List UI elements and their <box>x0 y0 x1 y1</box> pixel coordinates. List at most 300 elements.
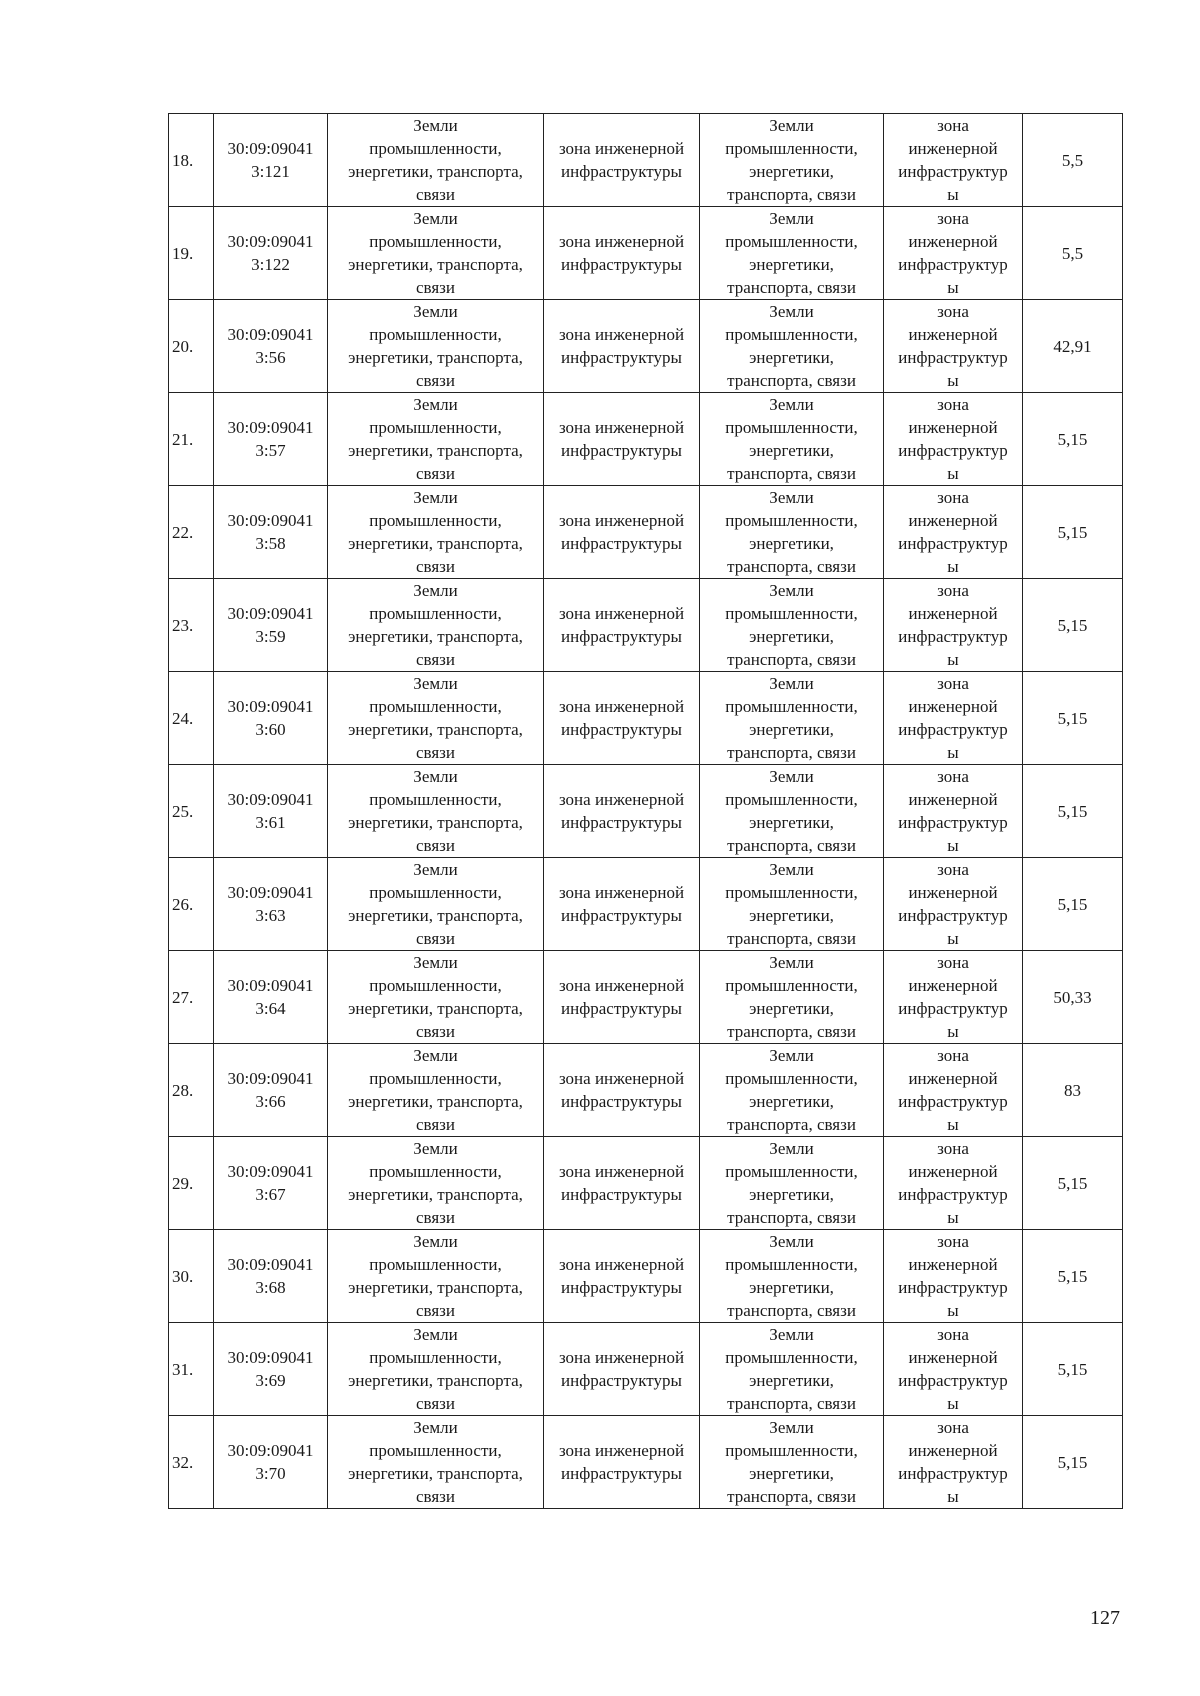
land-category-new-cell-line: транспорта, связи <box>727 557 856 576</box>
land-category-cell-line: Земли <box>413 302 458 321</box>
zone-cell <box>544 207 700 300</box>
land-category-new-cell-line: промышленности, <box>725 1348 858 1367</box>
zone-new-cell-line: инфраструктур <box>898 348 1008 367</box>
land-category-cell-line: связи <box>416 929 455 948</box>
cadastral-number-cell-line: 3:70 <box>255 1464 286 1483</box>
zone-cell-line: зона инженерной <box>558 1069 685 1088</box>
land-category-cell-line: промышленности, <box>369 1441 502 1460</box>
land-category-new-cell <box>700 300 884 393</box>
land-category-new-cell-line: транспорта, связи <box>727 371 856 390</box>
land-category-new-cell-line: Земли <box>769 860 814 879</box>
land-category-new-cell-line: промышленности, <box>725 883 858 902</box>
zone-new-cell <box>884 672 1023 765</box>
land-category-cell-line: связи <box>416 557 455 576</box>
land-category-cell <box>328 858 544 951</box>
zone-cell <box>544 1416 700 1509</box>
land-category-cell-line: связи <box>416 1208 455 1227</box>
zone-cell <box>544 672 700 765</box>
zone-new-cell-line: инженерной <box>908 697 998 716</box>
cadastral-number-cell-line: 30:09:09041 <box>227 1162 314 1181</box>
zone-new-cell-line: ы <box>947 1208 959 1227</box>
land-category-new-cell-line: Земли <box>769 488 814 507</box>
land-category-new-cell <box>700 486 884 579</box>
zone-new-cell <box>884 1230 1023 1323</box>
zone-cell-line: зона инженерной <box>558 790 685 809</box>
table-row <box>169 393 1123 486</box>
land-category-cell-line: промышленности, <box>369 1348 502 1367</box>
cadastral-number-cell <box>214 1416 328 1509</box>
zone-new-cell-line: инфраструктур <box>898 534 1008 553</box>
zone-new-cell-line: зона <box>937 1232 969 1251</box>
land-category-cell-line: связи <box>416 650 455 669</box>
land-category-cell-line: Земли <box>413 1139 458 1158</box>
cadastral-number-cell-line: 30:09:09041 <box>227 604 314 623</box>
zone-new-cell-line: зона <box>937 1418 969 1437</box>
zone-cell <box>544 858 700 951</box>
land-category-new-cell-line: энергетики, <box>749 534 834 553</box>
zone-cell-line: зона инженерной <box>558 1162 685 1181</box>
zone-new-cell-line: инфраструктур <box>898 1278 1008 1297</box>
zone-cell-line: инфраструктуры <box>561 1185 682 1204</box>
cadastral-number-cell <box>214 1044 328 1137</box>
land-category-cell-line: связи <box>416 185 455 204</box>
area-value-cell: 5,15 <box>1023 1323 1123 1416</box>
zone-new-cell-line: инженерной <box>908 511 998 530</box>
table-row <box>169 579 1123 672</box>
cadastral-number-cell-line: 3:57 <box>255 441 286 460</box>
land-category-new-cell-line: энергетики, <box>749 1371 834 1390</box>
land-category-cell <box>328 672 544 765</box>
land-category-new-cell-line: Земли <box>769 1232 814 1251</box>
zone-cell-line: инфраструктуры <box>561 1092 682 1111</box>
zone-new-cell-line: зона <box>937 1325 969 1344</box>
land-category-new-cell-line: промышленности, <box>725 511 858 530</box>
land-category-new-cell-line: энергетики, <box>749 441 834 460</box>
land-category-new-cell-line: промышленности, <box>725 976 858 995</box>
table-row <box>169 1137 1123 1230</box>
land-category-new-cell <box>700 765 884 858</box>
zone-cell-line: инфраструктуры <box>561 1371 682 1390</box>
land-category-new-cell-line: энергетики, <box>749 1278 834 1297</box>
land-category-new-cell-line: промышленности, <box>725 790 858 809</box>
land-category-cell-line: связи <box>416 1022 455 1041</box>
row-number-cell: 27. <box>169 951 214 1044</box>
land-category-cell-line: Земли <box>413 395 458 414</box>
land-category-cell-line: Земли <box>413 860 458 879</box>
land-category-cell-line: Земли <box>413 1325 458 1344</box>
zone-new-cell-line: ы <box>947 1394 959 1413</box>
land-category-cell-line: энергетики, транспорта, <box>348 1185 523 1204</box>
zone-new-cell-line: зона <box>937 302 969 321</box>
zone-new-cell-line: инженерной <box>908 232 998 251</box>
zone-new-cell-line: инженерной <box>908 1348 998 1367</box>
land-category-cell <box>328 579 544 672</box>
zone-new-cell-line: зона <box>937 209 969 228</box>
cadastral-number-cell-line: 3:63 <box>255 906 286 925</box>
zone-cell <box>544 114 700 207</box>
table-row <box>169 1044 1123 1137</box>
land-category-cell-line: энергетики, транспорта, <box>348 441 523 460</box>
area-value-cell: 42,91 <box>1023 300 1123 393</box>
zone-new-cell-line: инженерной <box>908 790 998 809</box>
zone-cell-line: инфраструктуры <box>561 162 682 181</box>
area-value-cell: 5,5 <box>1023 114 1123 207</box>
land-category-new-cell-line: энергетики, <box>749 348 834 367</box>
zone-new-cell-line: зона <box>937 674 969 693</box>
row-number-cell: 31. <box>169 1323 214 1416</box>
zone-new-cell-line: инженерной <box>908 1162 998 1181</box>
land-category-new-cell-line: промышленности, <box>725 325 858 344</box>
zone-new-cell-line: зона <box>937 953 969 972</box>
zone-cell-line: зона инженерной <box>558 883 685 902</box>
land-category-new-cell-line: транспорта, связи <box>727 650 856 669</box>
land-category-new-cell-line: Земли <box>769 953 814 972</box>
land-category-cell-line: энергетики, транспорта, <box>348 720 523 739</box>
cadastral-number-cell-line: 3:67 <box>255 1185 286 1204</box>
cadastral-number-cell <box>214 1230 328 1323</box>
land-category-new-cell-line: Земли <box>769 1325 814 1344</box>
land-category-cell-line: связи <box>416 1394 455 1413</box>
zone-new-cell-line: зона <box>937 1139 969 1158</box>
zone-cell-line: зона инженерной <box>558 232 685 251</box>
zone-cell-line: инфраструктуры <box>561 1464 682 1483</box>
zone-new-cell-line: инфраструктур <box>898 1092 1008 1111</box>
area-value-cell: 5,15 <box>1023 1230 1123 1323</box>
cadastral-number-cell <box>214 300 328 393</box>
zone-cell-line: инфраструктуры <box>561 534 682 553</box>
land-category-new-cell-line: энергетики, <box>749 1185 834 1204</box>
land-category-new-cell-line: энергетики, <box>749 1464 834 1483</box>
zone-new-cell-line: ы <box>947 929 959 948</box>
table-row <box>169 858 1123 951</box>
land-category-cell-line: Земли <box>413 674 458 693</box>
land-category-cell-line: Земли <box>413 581 458 600</box>
land-category-new-cell-line: энергетики, <box>749 627 834 646</box>
zone-new-cell-line: зона <box>937 488 969 507</box>
cadastral-number-cell-line: 3:61 <box>255 813 286 832</box>
zone-cell-line: зона инженерной <box>558 697 685 716</box>
zone-cell-line: инфраструктуры <box>561 348 682 367</box>
row-number-cell: 23. <box>169 579 214 672</box>
land-category-new-cell <box>700 207 884 300</box>
cadastral-number-cell-line: 30:09:09041 <box>227 511 314 530</box>
land-category-new-cell-line: промышленности, <box>725 1441 858 1460</box>
land-category-new-cell <box>700 672 884 765</box>
land-category-cell-line: энергетики, транспорта, <box>348 255 523 274</box>
cadastral-number-cell-line: 30:09:09041 <box>227 1441 314 1460</box>
zone-new-cell-line: инфраструктур <box>898 813 1008 832</box>
cadastral-number-cell <box>214 672 328 765</box>
cadastral-number-cell <box>214 765 328 858</box>
zone-cell <box>544 1044 700 1137</box>
land-category-new-cell-line: транспорта, связи <box>727 1487 856 1506</box>
land-category-new-cell <box>700 579 884 672</box>
zone-cell-line: зона инженерной <box>558 604 685 623</box>
land-category-new-cell-line: промышленности, <box>725 232 858 251</box>
cadastral-number-cell-line: 3:58 <box>255 534 286 553</box>
cadastral-number-cell-line: 3:56 <box>255 348 286 367</box>
zone-cell-line: инфраструктуры <box>561 255 682 274</box>
cadastral-number-cell-line: 30:09:09041 <box>227 325 314 344</box>
zone-cell <box>544 1137 700 1230</box>
cadastral-number-cell <box>214 858 328 951</box>
zone-new-cell <box>884 579 1023 672</box>
table-row <box>169 1230 1123 1323</box>
land-category-new-cell-line: Земли <box>769 1139 814 1158</box>
land-category-cell-line: промышленности, <box>369 325 502 344</box>
area-value-cell: 5,15 <box>1023 672 1123 765</box>
zone-cell-line: инфраструктуры <box>561 627 682 646</box>
land-category-new-cell-line: энергетики, <box>749 1092 834 1111</box>
land-category-cell-line: энергетики, транспорта, <box>348 999 523 1018</box>
zone-new-cell-line: инженерной <box>908 418 998 437</box>
cadastral-number-cell-line: 30:09:09041 <box>227 976 314 995</box>
zone-new-cell-line: зона <box>937 1046 969 1065</box>
land-category-cell <box>328 1323 544 1416</box>
land-category-cell-line: промышленности, <box>369 139 502 158</box>
land-category-new-cell-line: энергетики, <box>749 906 834 925</box>
land-category-cell-line: энергетики, транспорта, <box>348 1278 523 1297</box>
zone-cell-line: зона инженерной <box>558 325 685 344</box>
land-category-cell-line: промышленности, <box>369 1162 502 1181</box>
cadastral-number-cell <box>214 579 328 672</box>
zone-new-cell-line: инженерной <box>908 139 998 158</box>
table-row <box>169 1416 1123 1509</box>
zone-new-cell-line: ы <box>947 743 959 762</box>
row-number-cell: 21. <box>169 393 214 486</box>
table-row <box>169 114 1123 207</box>
land-category-new-cell-line: промышленности, <box>725 1162 858 1181</box>
land-category-cell-line: энергетики, транспорта, <box>348 1371 523 1390</box>
zone-cell-line: инфраструктуры <box>561 441 682 460</box>
area-value-cell: 5,15 <box>1023 393 1123 486</box>
land-category-new-cell-line: транспорта, связи <box>727 1301 856 1320</box>
zone-new-cell-line: инженерной <box>908 604 998 623</box>
land-category-cell-line: промышленности, <box>369 418 502 437</box>
row-number-cell: 19. <box>169 207 214 300</box>
cadastral-number-cell-line: 30:09:09041 <box>227 1069 314 1088</box>
land-category-new-cell-line: Земли <box>769 302 814 321</box>
table-row <box>169 951 1123 1044</box>
zone-cell <box>544 300 700 393</box>
cadastral-number-cell-line: 3:60 <box>255 720 286 739</box>
zone-new-cell-line: инженерной <box>908 325 998 344</box>
zone-new-cell-line: инженерной <box>908 1255 998 1274</box>
zone-cell <box>544 1323 700 1416</box>
zone-new-cell-line: ы <box>947 464 959 483</box>
land-category-new-cell-line: энергетики, <box>749 162 834 181</box>
zone-cell-line: инфраструктуры <box>561 1278 682 1297</box>
area-value-cell: 5,15 <box>1023 765 1123 858</box>
cadastral-number-cell <box>214 951 328 1044</box>
land-category-new-cell-line: Земли <box>769 1046 814 1065</box>
land-category-new-cell-line: транспорта, связи <box>727 185 856 204</box>
land-category-cell-line: промышленности, <box>369 604 502 623</box>
cadastral-number-cell-line: 3:59 <box>255 627 286 646</box>
land-category-new-cell-line: Земли <box>769 209 814 228</box>
zone-new-cell-line: инфраструктур <box>898 1371 1008 1390</box>
land-category-cell-line: Земли <box>413 209 458 228</box>
land-category-cell <box>328 951 544 1044</box>
land-category-new-cell-line: транспорта, связи <box>727 1022 856 1041</box>
row-number-cell: 25. <box>169 765 214 858</box>
land-category-new-cell <box>700 1230 884 1323</box>
zone-cell-line: зона инженерной <box>558 418 685 437</box>
row-number-cell: 18. <box>169 114 214 207</box>
land-category-new-cell-line: транспорта, связи <box>727 836 856 855</box>
cadastral-number-cell-line: 3:66 <box>255 1092 286 1111</box>
zone-new-cell-line: ы <box>947 557 959 576</box>
zone-cell-line: зона инженерной <box>558 1255 685 1274</box>
zone-new-cell <box>884 765 1023 858</box>
page-number: 127 <box>1090 1607 1120 1629</box>
zone-cell <box>544 951 700 1044</box>
land-category-cell-line: Земли <box>413 1046 458 1065</box>
zone-new-cell-line: зона <box>937 395 969 414</box>
land-category-cell-line: промышленности, <box>369 883 502 902</box>
land-category-cell-line: Земли <box>413 953 458 972</box>
zone-cell <box>544 579 700 672</box>
zone-new-cell-line: зона <box>937 860 969 879</box>
zone-new-cell-line: зона <box>937 581 969 600</box>
land-category-cell <box>328 1416 544 1509</box>
zone-new-cell-line: ы <box>947 836 959 855</box>
land-category-new-cell-line: транспорта, связи <box>727 929 856 948</box>
land-category-new-cell-line: промышленности, <box>725 1069 858 1088</box>
cadastral-number-cell-line: 3:122 <box>251 255 290 274</box>
land-category-cell-line: энергетики, транспорта, <box>348 627 523 646</box>
zone-new-cell-line: ы <box>947 371 959 390</box>
land-category-new-cell-line: транспорта, связи <box>727 1394 856 1413</box>
land-category-cell-line: промышленности, <box>369 976 502 995</box>
cadastral-number-cell-line: 30:09:09041 <box>227 139 314 158</box>
zone-new-cell-line: ы <box>947 278 959 297</box>
land-category-new-cell-line: Земли <box>769 395 814 414</box>
zone-new-cell-line: инфраструктур <box>898 627 1008 646</box>
zone-new-cell <box>884 1416 1023 1509</box>
zone-new-cell-line: инфраструктур <box>898 999 1008 1018</box>
zone-cell-line: зона инженерной <box>558 1348 685 1367</box>
cadastral-number-cell <box>214 486 328 579</box>
area-value-cell: 5,5 <box>1023 207 1123 300</box>
table-row <box>169 1323 1123 1416</box>
area-value-cell: 5,15 <box>1023 1416 1123 1509</box>
land-category-cell-line: промышленности, <box>369 1069 502 1088</box>
table-row <box>169 672 1123 765</box>
zone-new-cell-line: ы <box>947 185 959 204</box>
zone-cell-line: инфраструктуры <box>561 813 682 832</box>
zone-new-cell-line: ы <box>947 1115 959 1134</box>
zone-cell <box>544 393 700 486</box>
table-row <box>169 207 1123 300</box>
land-category-new-cell-line: транспорта, связи <box>727 1115 856 1134</box>
row-number-cell: 28. <box>169 1044 214 1137</box>
zone-new-cell-line: инженерной <box>908 1441 998 1460</box>
land-category-new-cell-line: промышленности, <box>725 697 858 716</box>
zone-cell <box>544 765 700 858</box>
table-row <box>169 300 1123 393</box>
table-row <box>169 486 1123 579</box>
land-category-new-cell-line: промышленности, <box>725 418 858 437</box>
zone-new-cell <box>884 393 1023 486</box>
land-category-new-cell-line: Земли <box>769 581 814 600</box>
land-category-cell-line: Земли <box>413 488 458 507</box>
cadastral-number-cell-line: 3:121 <box>251 162 290 181</box>
land-plots-table <box>168 113 1123 1509</box>
land-category-new-cell <box>700 1323 884 1416</box>
area-value-cell: 5,15 <box>1023 579 1123 672</box>
cadastral-number-cell-line: 30:09:09041 <box>227 883 314 902</box>
cadastral-number-cell <box>214 1137 328 1230</box>
cadastral-number-cell <box>214 1323 328 1416</box>
land-category-new-cell-line: Земли <box>769 674 814 693</box>
land-category-new-cell-line: энергетики, <box>749 720 834 739</box>
land-category-cell-line: связи <box>416 464 455 483</box>
land-category-cell <box>328 300 544 393</box>
land-category-cell-line: промышленности, <box>369 511 502 530</box>
land-category-cell-line: промышленности, <box>369 232 502 251</box>
land-category-cell-line: энергетики, транспорта, <box>348 906 523 925</box>
land-category-cell-line: Земли <box>413 1232 458 1251</box>
cadastral-number-cell <box>214 393 328 486</box>
area-value-cell: 5,15 <box>1023 486 1123 579</box>
cadastral-number-cell <box>214 207 328 300</box>
land-category-new-cell <box>700 114 884 207</box>
land-category-cell-line: связи <box>416 1487 455 1506</box>
zone-new-cell-line: ы <box>947 1301 959 1320</box>
cadastral-number-cell-line: 30:09:09041 <box>227 232 314 251</box>
land-category-cell <box>328 765 544 858</box>
zone-new-cell-line: инфраструктур <box>898 906 1008 925</box>
area-value-cell: 50,33 <box>1023 951 1123 1044</box>
area-value-cell: 83 <box>1023 1044 1123 1137</box>
land-category-new-cell-line: промышленности, <box>725 604 858 623</box>
zone-new-cell-line: ы <box>947 650 959 669</box>
land-category-cell-line: связи <box>416 371 455 390</box>
land-category-cell-line: Земли <box>413 767 458 786</box>
land-category-new-cell-line: энергетики, <box>749 255 834 274</box>
zone-new-cell-line: зона <box>937 116 969 135</box>
zone-cell-line: инфраструктуры <box>561 999 682 1018</box>
zone-new-cell <box>884 1137 1023 1230</box>
land-category-new-cell-line: энергетики, <box>749 813 834 832</box>
land-category-cell-line: связи <box>416 836 455 855</box>
zone-cell-line: зона инженерной <box>558 511 685 530</box>
land-category-new-cell-line: транспорта, связи <box>727 278 856 297</box>
land-category-new-cell-line: энергетики, <box>749 999 834 1018</box>
land-category-cell-line: промышленности, <box>369 790 502 809</box>
zone-new-cell-line: инфраструктур <box>898 1185 1008 1204</box>
land-category-cell-line: энергетики, транспорта, <box>348 162 523 181</box>
zone-cell-line: инфраструктуры <box>561 906 682 925</box>
zone-cell-line: инфраструктуры <box>561 720 682 739</box>
area-value-cell: 5,15 <box>1023 858 1123 951</box>
land-category-cell-line: связи <box>416 278 455 297</box>
zone-cell-line: зона инженерной <box>558 976 685 995</box>
land-category-cell-line: связи <box>416 1115 455 1134</box>
cadastral-number-cell-line: 30:09:09041 <box>227 790 314 809</box>
cadastral-number-cell-line: 30:09:09041 <box>227 697 314 716</box>
zone-new-cell <box>884 858 1023 951</box>
zone-new-cell-line: ы <box>947 1487 959 1506</box>
land-category-cell <box>328 1044 544 1137</box>
land-category-cell-line: промышленности, <box>369 697 502 716</box>
land-category-cell-line: связи <box>416 1301 455 1320</box>
zone-new-cell <box>884 1323 1023 1416</box>
row-number-cell: 22. <box>169 486 214 579</box>
row-number-cell: 32. <box>169 1416 214 1509</box>
zone-new-cell-line: инженерной <box>908 883 998 902</box>
